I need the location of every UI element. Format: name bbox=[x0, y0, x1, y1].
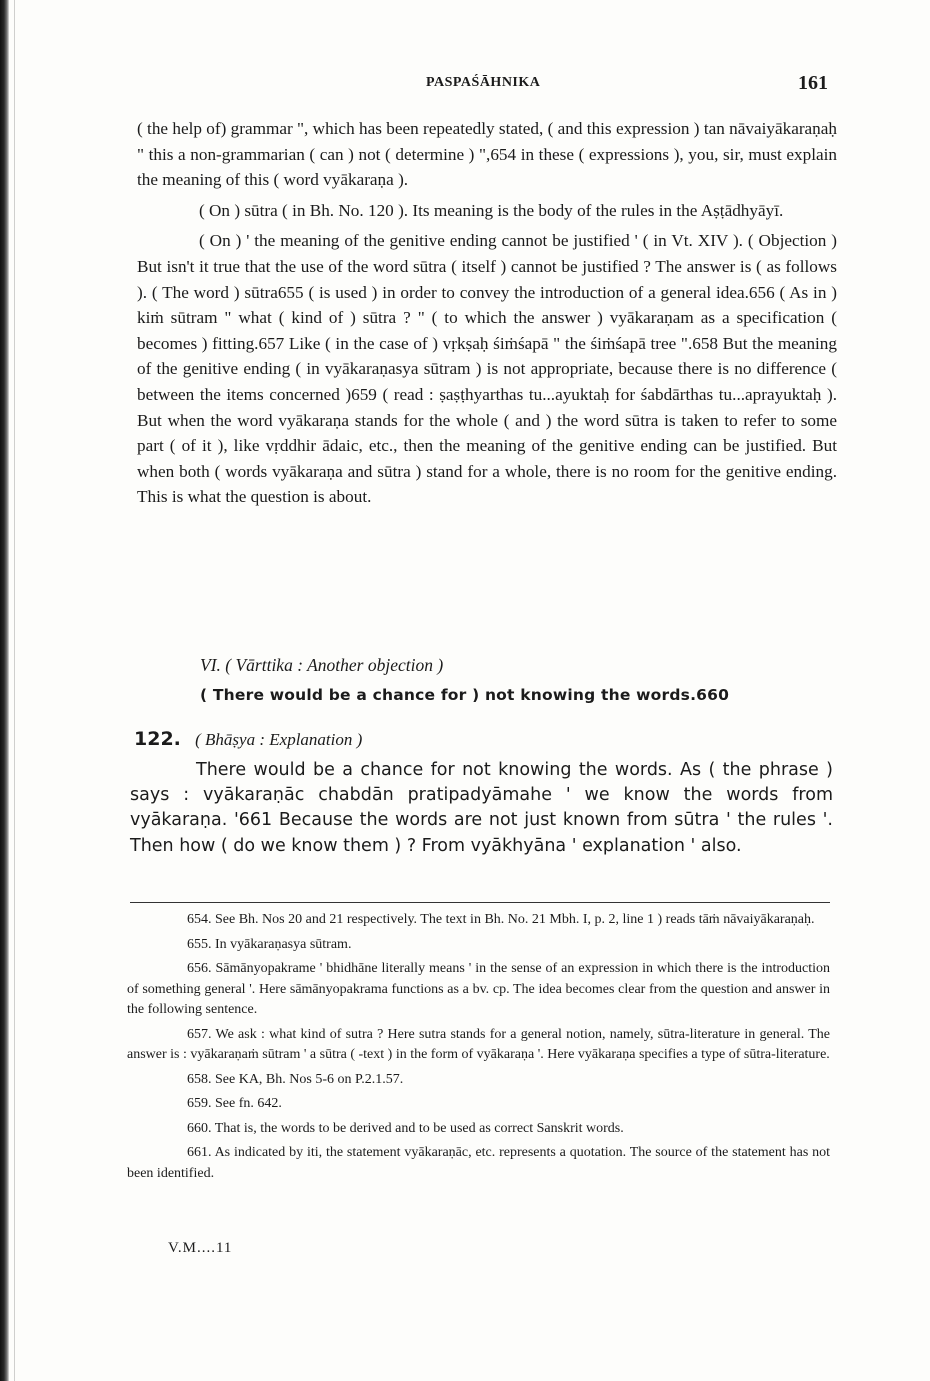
bhasya-text-block bbox=[130, 758, 833, 859]
signature-mark: V.M....11 bbox=[168, 1240, 233, 1256]
book-spine-edge bbox=[14, 0, 15, 1381]
bhasya-label: ( Bhāṣya : Explanation ) bbox=[195, 730, 363, 749]
paragraph-1: ( the help of) grammar ", which has been repeatedly stated, ( and this expression ) tan nāvaiyākaraṇaḥ " this a non-grammarian ( can ) not ( determine ) ",654 in these ( expressions ), you, sir, must explain the meaning of this ( word vyākaraṇa ). bbox=[137, 119, 837, 190]
paragraph-2: ( On ) sūtra ( in Bh. No. 120 ). Its meaning is the body of the rules in the Aṣṭādhyāyī. bbox=[199, 200, 784, 220]
book-spine-shadow bbox=[0, 0, 9, 1381]
varttika-heading: VI. ( Vārttika : Another objection ) bbox=[200, 655, 444, 675]
footnote-656: 656. Sāmānyopakrame ' bhidhāne literally means ' in the sense of an expression in which there is the introduction of something general '. Here sāmānyopakrama functions as a bv. cp. The idea becomes clear from the question and answer in the following sentence. bbox=[127, 961, 830, 1017]
footnote-661: 661. As indicated by iti, the statement vyākaraṇāc, etc. represents a quotation. The source of the statement has not been identified. bbox=[127, 1145, 830, 1181]
main-text bbox=[137, 116, 837, 515]
bhasya-text: There would be a chance for not knowing the words. As ( the phrase ) says : vyākaraṇāc chabdān pratipadyāmahe ' we know the words from vyākaraṇa. '661 Because the words are not just known from sūtra ' the rules '. Then how ( do we know them ) ? From vyākhyāna ' explanation ' also. bbox=[130, 760, 833, 856]
running-head: PASPAŚĀHNIKA bbox=[426, 75, 541, 90]
paragraph-3: ( On ) ' the meaning of the genitive ending cannot be justified ' ( in Vt. XIV ). ( Objection ) But isn't it true that the use of the word sūtra ( itself ) cannot be justified ? The answer is ( as follows ). ( The word ) sūtra655 ( is used ) in order to convey the introduction of a general idea.656 ( As in ) kiṁ sūtram " what ( kind of ) sūtra ? " ( to which the answer ) vyākaraṇam as a specification ( becomes ) fitting.657 Like ( in the case of ) vṛkṣaḥ śiṁśapā " the śiṁśapā tree ".658 But the meaning of the genitive ending ( in vyākaraṇasya sūtram ) is not appropriate, because there is no difference ( between the items concerned )659 ( read : ṣaṣṭhyarthas tu...ayuktaḥ for śabdārthas tu...aprayuktaḥ ). But when the word vyākaraṇa stands for the whole ( and ) the word sūtra is taken to refer to some part ( of it ), like vṛddhir ādaic, etc., then the meaning of the genitive ending can be justified. But when both ( words vyākaraṇa and sūtra ) stand for a whole, there is no room for the genitive ending. This is what the question is about. bbox=[137, 231, 837, 507]
varttika-text: ( There would be a chance for ) not knowing the words.660 bbox=[200, 686, 730, 704]
footnote-660: 660. That is, the words to be derived and to be used as correct Sanskrit words. bbox=[187, 1120, 624, 1136]
section-number: 122. bbox=[134, 728, 181, 750]
footnote-658: 658. See KA, Bh. Nos 5-6 on P.2.1.57. bbox=[187, 1071, 404, 1087]
bhasya-heading bbox=[134, 728, 362, 750]
page-number: 161 bbox=[798, 72, 828, 94]
footnote-657: 657. We ask : what kind of sutra ? Here sutra stands for a general notion, namely, sūtra-literature in general. The answer is : vyākaraṇaṁ sūtram ' a sūtra ( -text ) in the form of vyākaraṇa '. Here vyākaraṇa specifies a type of sūtra-literature. bbox=[127, 1026, 830, 1062]
footnotes bbox=[127, 910, 830, 1188]
footnote-655: 655. In vyākaraṇasya sūtram. bbox=[187, 936, 352, 952]
footnote-659: 659. See fn. 642. bbox=[187, 1096, 282, 1111]
footnote-654: 654. See Bh. Nos 20 and 21 respectively. The text in Bh. No. 21 Mbh. I, p. 2, line 1 ) reads tāṁ nāvaiyākaraṇaḥ. bbox=[187, 912, 815, 927]
page-header bbox=[0, 72, 930, 102]
footnote-divider bbox=[130, 902, 830, 903]
